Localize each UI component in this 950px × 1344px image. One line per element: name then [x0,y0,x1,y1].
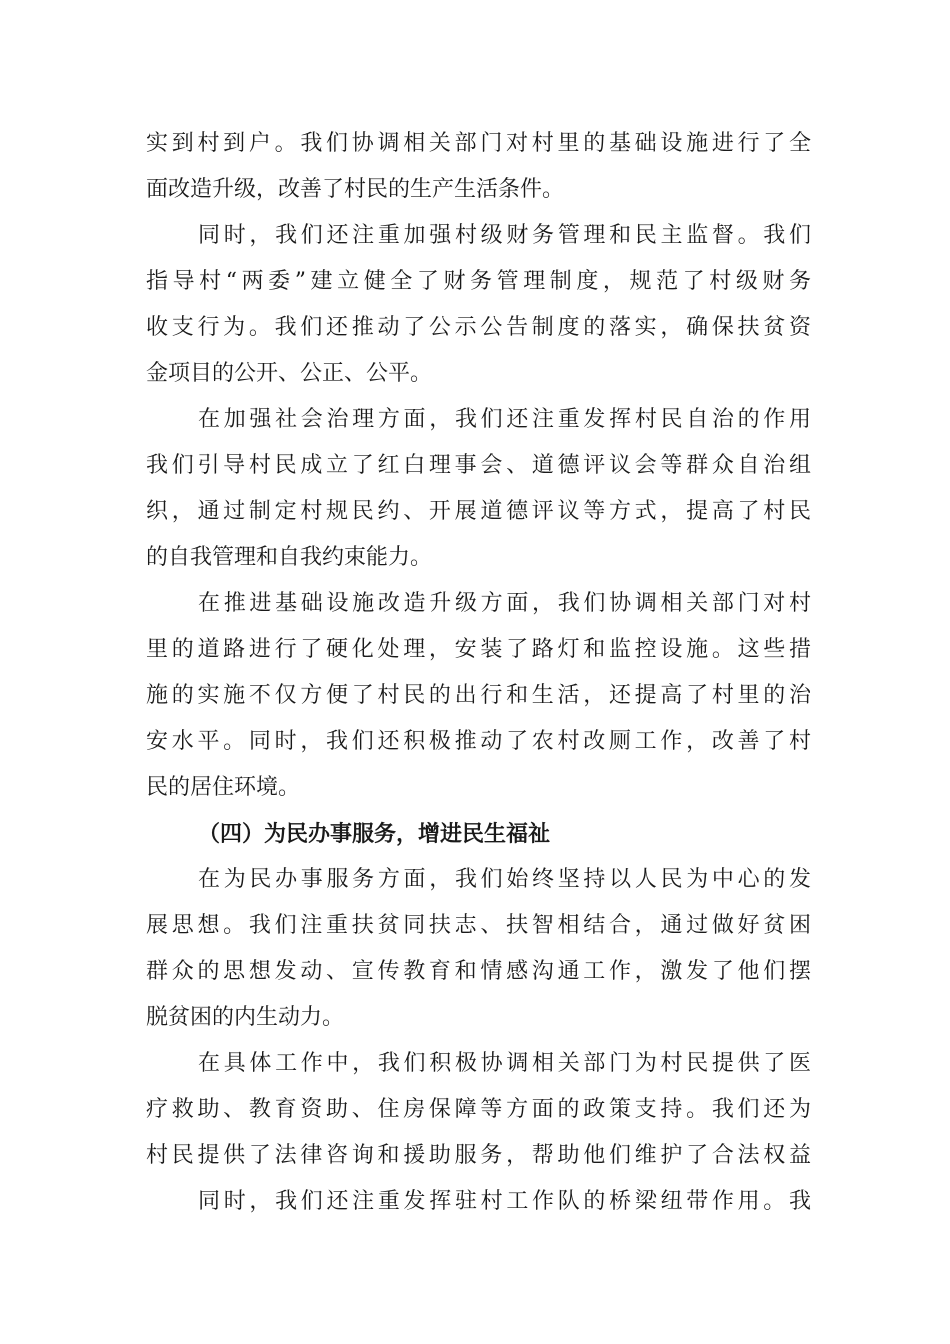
paragraph-start: 在加强社会治理方面，我们还注重发挥村民自治的作用 [198,407,811,432]
section-heading: （四）为民办事服务，增进民生福祉 [198,821,551,847]
text-line: 收支行为。我们还推动了公示公告制度的落实，确保扶贫资 [146,315,811,340]
text-line: 的自我管理和自我约束能力。 [146,545,433,570]
paragraph-start: 在为民办事服务方面，我们始终坚持以人民为中心的发 [198,867,811,892]
paragraph-start: 同时，我们还注重加强村级财务管理和民主监督。我们 [198,223,811,248]
text-line: 安水平。同时，我们还积极推动了农村改厕工作，改善了村 [146,729,811,754]
text-line: 面改造升级，改善了村民的生产生活条件。 [146,177,565,202]
text-line: 民的居住环境。 [146,775,301,800]
paragraph-start: 在具体工作中，我们积极协调相关部门为村民提供了医 [198,1051,811,1076]
text-line: 里的道路进行了硬化处理，安装了路灯和监控设施。这些措 [146,637,811,662]
text-line: 指导村“两委”建立健全了财务管理制度，规范了村级财务 [146,269,811,294]
paragraph-start: 在推进基础设施改造升级方面，我们协调相关部门对村 [198,591,811,616]
text-line: 村民提供了法律咨询和援助服务，帮助他们维护了合法权益 [146,1143,811,1168]
body-text [146,121,811,1225]
text-line: 施的实施不仅方便了村民的出行和生活，还提高了村里的治 [146,683,811,708]
text-line: 疗救助、教育资助、住房保障等方面的政策支持。我们还为 [146,1097,811,1122]
paragraph-start: 同时，我们还注重发挥驻村工作队的桥梁纽带作用。我 [198,1189,811,1214]
text-line: 织，通过制定村规民约、开展道德评议等方式，提高了村民 [146,499,811,524]
text-line: 金项目的公开、公正、公平。 [146,361,433,386]
text-line: 我们引导村民成立了红白理事会、道德评议会等群众自治组 [146,453,811,478]
text-line: 实到村到户。我们协调相关部门对村里的基础设施进行了全 [146,131,811,156]
text-line: 脱贫困的内生动力。 [146,1005,345,1030]
text-line: 展思想。我们注重扶贫同扶志、扶智相结合，通过做好贫困 [146,913,811,938]
text-line: 群众的思想发动、宣传教育和情感沟通工作，激发了他们摆 [146,959,811,984]
